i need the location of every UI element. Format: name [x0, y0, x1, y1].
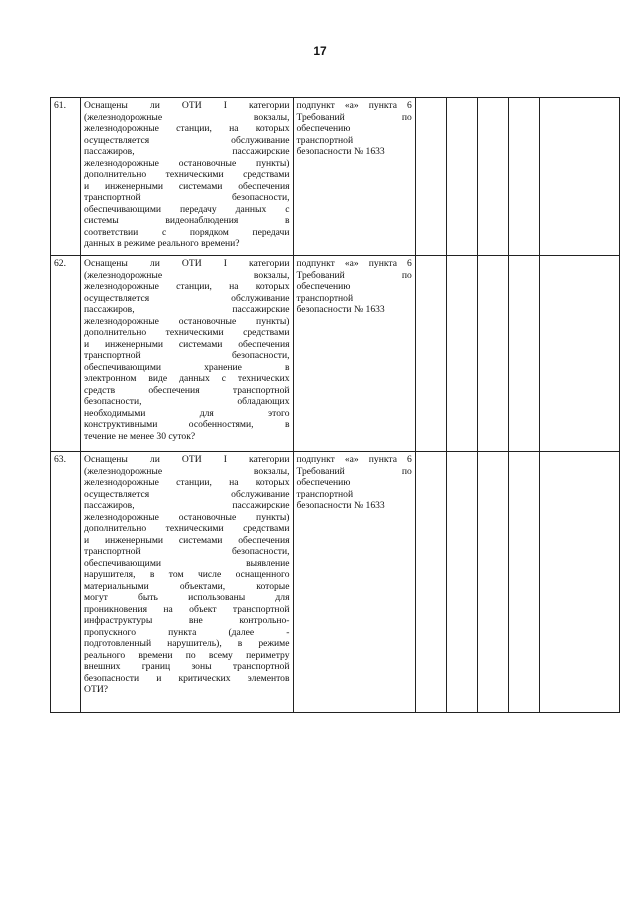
reference-line: транспортной: [296, 292, 354, 304]
question-line: транспортной безопасности,: [84, 192, 290, 203]
answer-yes-cell[interactable]: [415, 98, 446, 256]
question-line: проникновения на объект транспортной: [84, 603, 290, 615]
question-line: подготовленный нарушитель), в режиме: [84, 638, 290, 649]
answer-yes-cell[interactable]: [415, 256, 446, 452]
question-line: пропускного пункта (далее -: [84, 626, 290, 638]
row-number: 63.: [51, 452, 81, 713]
reference-line: подпункт «а» пункта 6: [296, 258, 412, 269]
answer-na-cell[interactable]: [477, 98, 508, 256]
reference-line: Требований по: [296, 465, 412, 477]
question-line: и инженерными системами обеспечения: [84, 534, 290, 546]
answer-no-cell[interactable]: [446, 452, 477, 713]
reference-line: безопасности № 1633: [296, 146, 385, 157]
question-line: транспортной безопасности,: [84, 350, 290, 361]
question-line: и инженерными системами обеспечения: [84, 338, 290, 350]
reference-line: Требований по: [296, 111, 412, 123]
question-cell: [81, 452, 293, 713]
question-line: инфраструктуры вне контрольно-: [84, 615, 290, 626]
question-line: безопасности и критических элементов: [84, 672, 290, 684]
reference-line: обеспечению: [296, 281, 351, 292]
question-line: пассажиров, пассажирские: [84, 500, 290, 511]
answer-extra-cell[interactable]: [509, 256, 540, 452]
question-line: железнодорожные станции, на которых: [84, 477, 290, 488]
question-line: осуществляется обслуживание: [84, 292, 290, 304]
question-line: осуществляется обслуживание: [84, 134, 290, 146]
question-line: Оснащены ли ОТИ I категории: [84, 258, 290, 269]
answer-na-cell[interactable]: [477, 452, 508, 713]
question-line: обеспечивающими выявление: [84, 557, 290, 569]
question-line: системы видеонаблюдения в: [84, 215, 290, 226]
reference-line: транспортной: [296, 488, 354, 500]
question-line: внешних границ зоны транспортной: [84, 661, 290, 672]
question-line: ОТИ?: [84, 684, 109, 695]
reference-line: обеспечению: [296, 123, 351, 134]
answer-extra-cell[interactable]: [509, 452, 540, 713]
notes-cell[interactable]: [540, 452, 620, 713]
question-line: (железнодорожные вокзалы,: [84, 269, 290, 281]
question-line: соответствии с порядком передачи: [84, 226, 290, 238]
question-line: пассажиров, пассажирские: [84, 304, 290, 315]
answer-yes-cell[interactable]: [415, 452, 446, 713]
question-cell: [81, 98, 293, 256]
question-line: осуществляется обслуживание: [84, 488, 290, 500]
question-line: (железнодорожные вокзалы,: [84, 465, 290, 477]
table-row: [51, 256, 620, 452]
question-line: обеспечивающими хранение в: [84, 361, 290, 373]
notes-cell[interactable]: [540, 98, 620, 256]
question-line: необходимыми для этого: [84, 407, 290, 419]
reference-cell: [293, 452, 415, 713]
row-number: 62.: [51, 256, 81, 452]
question-line: железнодорожные остановочные пункты): [84, 157, 290, 169]
question-line: течение не менее 30 суток?: [84, 430, 196, 442]
question-line: данных в режиме реального времени?: [84, 238, 240, 249]
question-line: дополнительно техническими средствами: [84, 169, 290, 180]
page-number: 17: [313, 44, 327, 58]
question-line: Оснащены ли ОТИ I категории: [84, 100, 290, 111]
question-line: электронном виде данных с технических: [84, 373, 290, 384]
answer-na-cell[interactable]: [477, 256, 508, 452]
reference-line: безопасности № 1633: [296, 304, 385, 315]
question-line: обеспечивающими передачу данных с: [84, 203, 290, 215]
question-cell: [81, 256, 293, 452]
question-line: и инженерными системами обеспечения: [84, 180, 290, 192]
row-number: 61.: [51, 98, 81, 256]
question-line: железнодорожные станции, на которых: [84, 123, 290, 134]
question-line: железнодорожные остановочные пункты): [84, 511, 290, 523]
reference-cell: [293, 98, 415, 256]
question-line: (железнодорожные вокзалы,: [84, 111, 290, 123]
question-line: безопасности, обладающих: [84, 396, 290, 407]
table-row: [51, 98, 620, 256]
question-line: конструктивными особенностями, в: [84, 419, 290, 430]
question-line: пассажиров, пассажирские: [84, 146, 290, 157]
question-line: транспортной безопасности,: [84, 546, 290, 557]
question-line: Оснащены ли ОТИ I категории: [84, 454, 290, 465]
question-line: нарушителя, в том числе оснащенного: [84, 569, 290, 580]
question-line: средств обеспечения транспортной: [84, 384, 290, 396]
reference-line: транспортной: [296, 134, 354, 146]
question-line: могут быть использованы для: [84, 592, 290, 603]
reference-line: обеспечению: [296, 477, 351, 488]
question-line: дополнительно техническими средствами: [84, 523, 290, 534]
reference-line: подпункт «а» пункта 6: [296, 100, 412, 111]
question-line: железнодорожные станции, на которых: [84, 281, 290, 292]
reference-line: подпункт «а» пункта 6: [296, 454, 412, 465]
question-line: реального времени по всему периметру: [84, 649, 290, 661]
question-line: материальными объектами, которые: [84, 580, 290, 592]
table-row: [51, 452, 620, 713]
reference-line: безопасности № 1633: [296, 500, 385, 511]
question-line: железнодорожные остановочные пункты): [84, 315, 290, 327]
question-line: дополнительно техническими средствами: [84, 327, 290, 338]
reference-cell: [293, 256, 415, 452]
answer-no-cell[interactable]: [446, 98, 477, 256]
answer-extra-cell[interactable]: [509, 98, 540, 256]
notes-cell[interactable]: [540, 256, 620, 452]
checklist-table: [50, 97, 620, 713]
reference-line: Требований по: [296, 269, 412, 281]
answer-no-cell[interactable]: [446, 256, 477, 452]
